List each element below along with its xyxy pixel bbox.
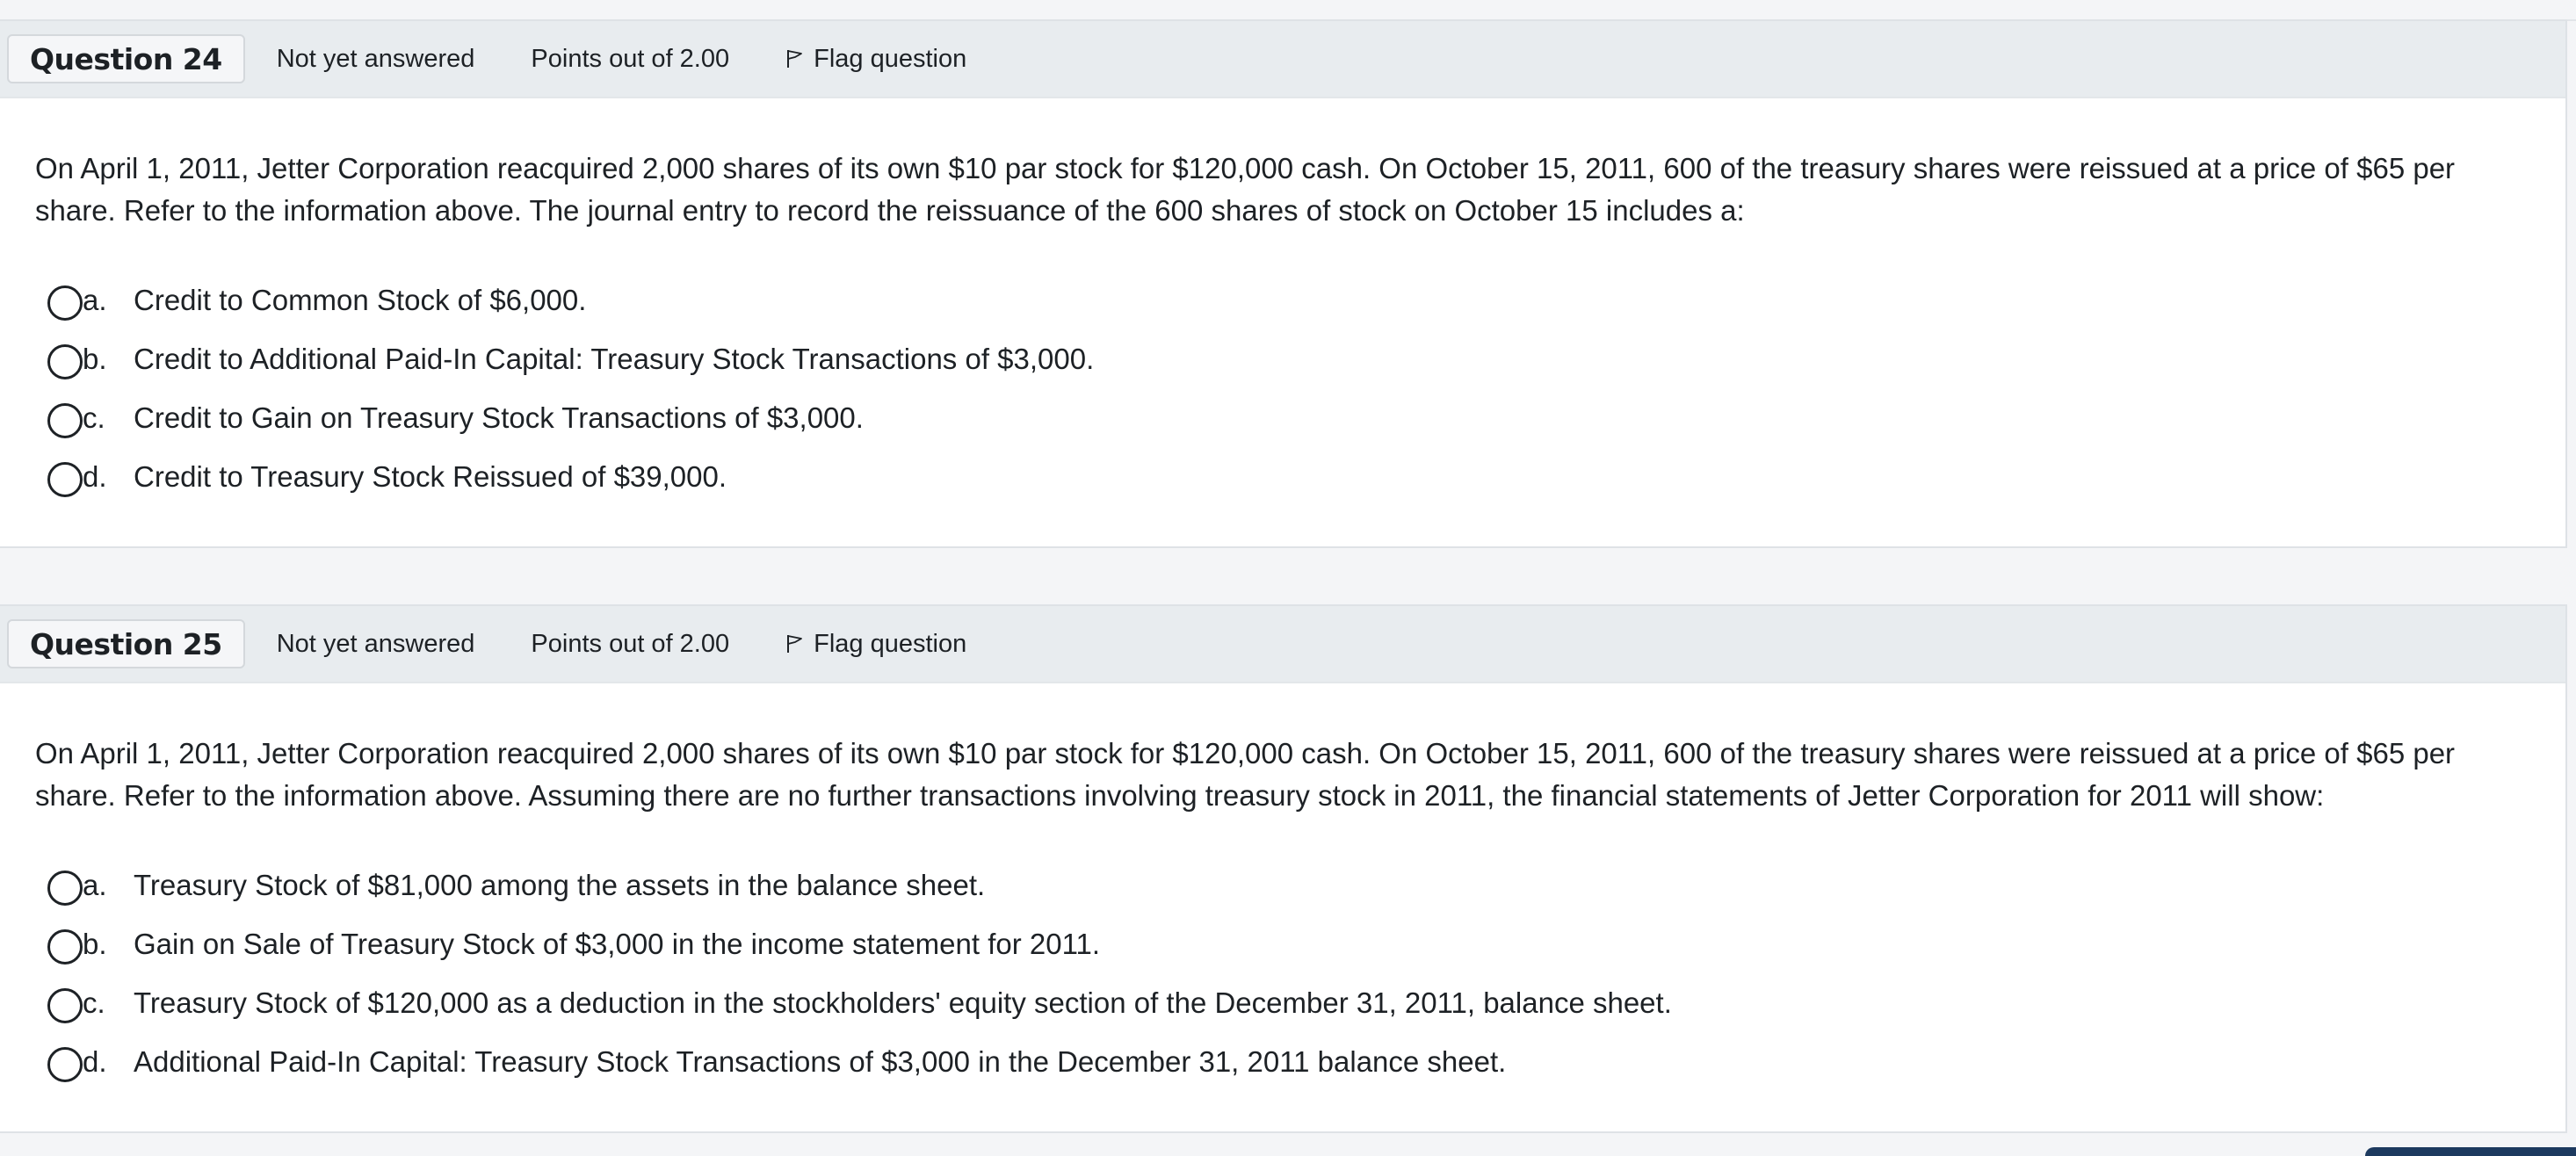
question-points: Points out of 2.00 <box>531 44 730 73</box>
radio-a[interactable] <box>47 285 83 321</box>
answer-letter: d. <box>83 1044 107 1078</box>
radio-b[interactable] <box>47 929 83 965</box>
top-divider <box>0 0 2576 21</box>
answer-list <box>47 856 2565 1091</box>
question-text: On April 1, 2011, Jetter Corporation reacquired 2,000 shares of its own $10 par stock for $120,000 cash. On October 15, 2011, 600 of the treasury shares were reissued at a price of $65 per share. Refer to the information above. Assuming there are no further transactions involving treasury stock in 2011, the financial statements of Jetter Corporation for 2011 will show: <box>35 737 2456 812</box>
flag-question-button[interactable] <box>785 630 966 659</box>
answer-option-a[interactable] <box>47 856 2565 914</box>
answer-option-c[interactable] <box>47 973 2565 1032</box>
question-24-card <box>0 19 2567 548</box>
answer-option-d[interactable] <box>47 447 2565 506</box>
answer-text: Treasury Stock of $81,000 among the assets in the balance sheet. <box>134 868 986 901</box>
flag-question-label: Flag question <box>814 629 967 658</box>
flag-icon <box>785 48 805 69</box>
answer-option-d[interactable] <box>47 1032 2565 1091</box>
answer-text: Credit to Treasury Stock Reissued of $39,000. <box>134 459 727 493</box>
answer-letter: c. <box>83 401 105 434</box>
flag-icon <box>785 633 805 654</box>
answer-option-b[interactable] <box>47 914 2565 973</box>
answer-letter: c. <box>83 986 105 1019</box>
partial-button-edge <box>2365 1147 2576 1156</box>
question-status: Not yet answered <box>276 629 475 658</box>
answer-option-b[interactable] <box>47 329 2565 388</box>
answer-option-a[interactable] <box>47 271 2565 329</box>
flag-question-button[interactable] <box>785 45 966 74</box>
question-25-card <box>0 604 2567 1133</box>
answer-letter: b. <box>83 342 107 375</box>
radio-a[interactable] <box>47 871 83 906</box>
radio-c[interactable] <box>47 403 83 438</box>
answer-text: Credit to Common Stock of $6,000. <box>134 283 587 316</box>
question-24-info <box>0 21 2565 98</box>
radio-c[interactable] <box>47 988 83 1023</box>
answer-text: Credit to Additional Paid-In Capital: Treasury Stock Transactions of $3,000. <box>134 342 1095 375</box>
question-status: Not yet answered <box>276 44 475 73</box>
answer-text: Gain on Sale of Treasury Stock of $3,000 in the income statement for 2011. <box>134 927 1101 960</box>
answer-text: Credit to Gain on Treasury Stock Transactions of $3,000. <box>134 401 864 434</box>
question-number: Question 24 <box>7 34 245 83</box>
answer-text: Treasury Stock of $120,000 as a deduction in the stockholders' equity section of the December 31, 2011, balance sheet. <box>134 986 1672 1019</box>
answer-letter: d. <box>83 459 107 493</box>
question-25-info <box>0 606 2565 683</box>
question-text: On April 1, 2011, Jetter Corporation reacquired 2,000 shares of its own $10 par stock for $120,000 cash. On October 15, 2011, 600 of the treasury shares were reissued at a price of $65 per share. Refer to the information above. The journal entry to record the reissuance of the 600 shares of stock on October 15 includes a: <box>35 152 2456 227</box>
answer-letter: a. <box>83 868 107 901</box>
question-number: Question 25 <box>7 619 245 668</box>
radio-d[interactable] <box>47 462 83 497</box>
answer-letter: a. <box>83 283 107 316</box>
answer-list <box>47 271 2565 506</box>
radio-d[interactable] <box>47 1047 83 1082</box>
answer-text: Additional Paid-In Capital: Treasury Stock Transactions of $3,000 in the December 31, 2011 balance sheet. <box>134 1044 1507 1078</box>
radio-b[interactable] <box>47 344 83 379</box>
flag-question-label: Flag question <box>814 44 967 73</box>
question-points: Points out of 2.00 <box>531 629 730 658</box>
answer-letter: b. <box>83 927 107 960</box>
answer-option-c[interactable] <box>47 388 2565 447</box>
